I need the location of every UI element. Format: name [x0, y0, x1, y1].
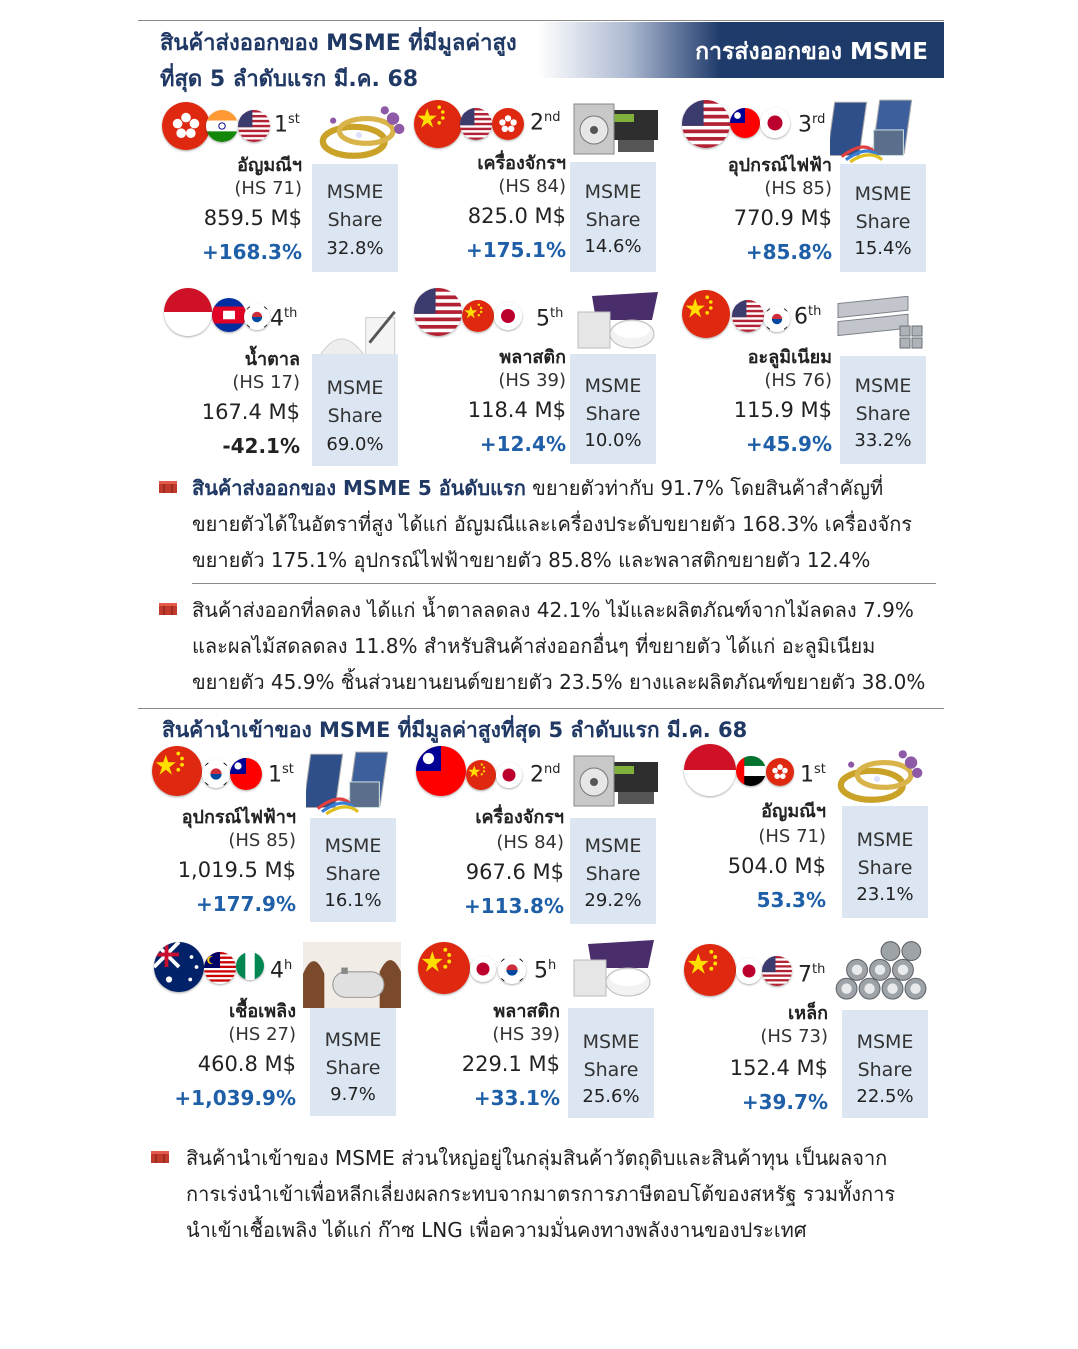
export-value: 118.4 M$ [467, 398, 566, 422]
rank-label: 1st [274, 112, 300, 138]
import-card-2 [414, 746, 674, 926]
import-card-1 [150, 746, 410, 926]
bullet-divider [192, 583, 936, 584]
rank-label: 5$^h$ [534, 958, 557, 984]
japan-flag-icon [470, 956, 496, 982]
banner-label: การส่งออกของ MSME [695, 39, 928, 65]
japan-flag-icon [760, 108, 790, 138]
change-percent: +45.9% [745, 432, 832, 456]
rank-label: 5th [536, 306, 564, 332]
import-value: 1,019.5 M$ [177, 858, 296, 882]
rank-label: 2nd [530, 762, 561, 788]
rank-label: 2nd [530, 110, 561, 136]
product-name: อัญมณีฯ [237, 155, 302, 176]
malaysia-flag-icon [204, 952, 236, 984]
product-name: อุปกรณ์ไฟฟ้าฯ [181, 807, 296, 828]
export-card-5 [412, 288, 672, 468]
msme-share-box [840, 356, 926, 464]
change-percent: +12.4% [479, 432, 566, 456]
change-percent: +113.8% [463, 894, 564, 918]
import-card-4 [150, 938, 410, 1118]
share-value: 23.1% [856, 884, 914, 905]
usa-flag-icon [762, 956, 792, 986]
export-card-2 [412, 96, 672, 276]
import-card-5 [414, 938, 674, 1118]
india-flag-icon [206, 110, 238, 142]
share-label: Share [325, 1057, 381, 1079]
hs-code: (HS 27) [228, 1024, 296, 1045]
export-card-3 [680, 96, 940, 276]
share-value: 29.2% [584, 890, 642, 911]
import-value: 504.0 M$ [727, 854, 826, 878]
share-value: 10.0% [584, 430, 642, 451]
share-value: 16.1% [324, 890, 382, 911]
share-value: 15.4% [854, 238, 912, 259]
hs-code: (HS 71) [758, 826, 826, 847]
export-value: 770.9 M$ [733, 206, 832, 230]
nigeria-flag-icon [236, 952, 264, 980]
share-value: 9.7% [330, 1084, 376, 1105]
share-label: MSME [854, 183, 912, 205]
product-name: อัญมณีฯ [761, 801, 826, 822]
share-value: 32.8% [326, 238, 384, 259]
msme-share-box [570, 818, 656, 924]
import-section-title: สินค้านำเข้าของ MSME ที่มีมูลค่าสูงที่สุด 5 ลำดับแรก มี.ค. 68 [162, 718, 748, 742]
australia-flag-icon [154, 942, 204, 992]
fuel-lng-image [302, 942, 402, 1008]
msme-share-box [570, 162, 656, 272]
msme-share-box [842, 1010, 928, 1118]
share-label: Share [585, 403, 641, 425]
china-flag-icon [152, 746, 202, 796]
share-label: MSME [584, 181, 642, 203]
share-label: Share [857, 1059, 913, 1081]
hs-code: (HS 73) [760, 1026, 828, 1047]
share-label: MSME [856, 1031, 914, 1053]
gems-image [310, 100, 410, 164]
product-name: พลาสติก [493, 1001, 560, 1022]
china-flag-icon [418, 942, 470, 994]
hs-code: (HS 17) [232, 372, 300, 393]
share-value: 69.0% [326, 434, 384, 455]
share-label: Share [325, 863, 381, 885]
share-label: MSME [584, 375, 642, 397]
export-card-1 [160, 96, 420, 276]
hong-kong-flag-icon [492, 108, 524, 140]
rank-label: 7th [798, 962, 826, 988]
msme-share-box [310, 1008, 396, 1116]
hong-kong-flag-icon [162, 102, 210, 150]
japan-flag-icon [494, 302, 522, 330]
hs-code: (HS 84) [496, 832, 564, 853]
gems-image [828, 744, 928, 808]
share-value: 33.2% [854, 430, 912, 451]
bullet-line: ขยายตัว 45.9% ชิ้นส่วนยานยนต์ขยายตัว 23.5% ยางและผลิตภัณฑ์ขยายตัว 38.0% [192, 670, 926, 694]
header-rule [138, 20, 944, 21]
section-divider [138, 708, 944, 709]
section-banner [538, 22, 944, 78]
uae-flag-icon [736, 756, 766, 786]
bullet-box-icon [158, 600, 178, 616]
bullet-line: นำเข้าเชื้อเพลิง ได้แก่ ก๊าซ LNG เพื่อความมั่นคงทางพลังงานของประเทศ [186, 1218, 807, 1242]
cambodia-flag-icon [212, 298, 246, 332]
export-value: 825.0 M$ [467, 204, 566, 228]
korea-flag-icon [244, 304, 270, 330]
import-summary-bullet [186, 1140, 936, 1248]
usa-flag-icon [414, 288, 462, 336]
share-label: Share [327, 209, 383, 231]
product-name: น้ำตาล [244, 349, 300, 370]
export-value: 859.5 M$ [203, 206, 302, 230]
msme-share-box [842, 806, 928, 918]
share-label: Share [585, 863, 641, 885]
bullet-line: สินค้านำเข้าของ MSME ส่วนใหญ่อยู่ในกลุ่มสินค้าวัตถุดิบและสินค้าทุน เป็นผลจาก [186, 1146, 888, 1170]
share-label: Share [583, 1059, 639, 1081]
share-label: MSME [584, 835, 642, 857]
usa-flag-icon [732, 300, 764, 332]
rank-label: 1st [800, 762, 826, 788]
product-name: เหล็ก [788, 1003, 828, 1024]
bullet-box-icon [150, 1148, 170, 1164]
aluminium-image [830, 296, 930, 358]
indonesia-flag-icon [684, 744, 736, 796]
msme-share-box [312, 354, 398, 466]
share-label: Share [855, 403, 911, 425]
indonesia-flag-icon [164, 288, 212, 336]
bullet-heading: สินค้าส่งออกของ MSME 5 อันดับแรก [192, 476, 526, 500]
msme-share-box [840, 164, 926, 272]
share-label: MSME [854, 375, 912, 397]
bullet-line: ขยายตัวได้ในอัตราที่สูง ได้แก่ อัญมณีและเครื่องประดับขยายตัว 168.3% เครื่องจักร [192, 512, 913, 536]
hs-code: (HS 84) [498, 176, 566, 197]
msme-share-box [310, 818, 396, 922]
electrical-equipment-image [306, 750, 406, 816]
electrical-equipment-image [830, 98, 930, 164]
import-card-6 [682, 938, 942, 1118]
share-label: MSME [856, 829, 914, 851]
share-label: MSME [324, 1029, 382, 1051]
product-name: เชื้อเพลิง [228, 1001, 296, 1022]
hs-code: (HS 39) [498, 370, 566, 391]
import-card-3 [682, 740, 942, 920]
page-title: สินค้าส่งออกของ MSME ที่มีมูลค่าสูงที่สุด 5 ลำดับแรก มี.ค. 68 [160, 31, 517, 92]
change-percent: +177.9% [195, 892, 296, 916]
bullet-line: ขยายตัวท่ากับ 91.7% โดยสินค้าสำคัญที่ [525, 476, 884, 500]
product-name: อุปกรณ์ไฟฟ้า [727, 155, 832, 176]
change-percent: 53.3% [756, 888, 826, 912]
export-card-6 [680, 288, 940, 468]
taiwan-flag-icon [416, 746, 466, 796]
share-label: Share [857, 857, 913, 879]
hs-code: (HS 39) [492, 1024, 560, 1045]
rank-label: 4$^h$ [270, 958, 293, 984]
usa-flag-icon [238, 110, 270, 142]
hs-code: (HS 85) [228, 830, 296, 851]
change-percent: -42.1% [222, 434, 300, 458]
bullet-line: และผลไม้สดลดลง 11.8% สำหรับสินค้าส่งออกอื่นๆ ที่ขยายตัว ได้แก่ อะลูมิเนียม [192, 634, 876, 658]
korea-flag-icon [202, 760, 230, 788]
share-value: 22.5% [856, 1086, 914, 1107]
china-flag-icon [462, 300, 494, 332]
share-label: Share [327, 405, 383, 427]
hong-kong-flag-icon [766, 758, 794, 786]
china-flag-icon [414, 100, 462, 148]
japan-flag-icon [736, 958, 762, 984]
japan-flag-icon [496, 762, 522, 788]
msme-share-box [570, 354, 656, 464]
hs-code: (HS 76) [764, 370, 832, 391]
korea-flag-icon [498, 956, 526, 984]
import-value: 152.4 M$ [729, 1056, 828, 1080]
product-name: เครื่องจักรฯ [477, 153, 566, 174]
taiwan-flag-icon [730, 108, 760, 138]
product-name: พลาสติก [499, 347, 566, 368]
steel-pipes-image [832, 938, 928, 1008]
export-value: 115.9 M$ [733, 398, 832, 422]
bullet-line: การเร่งนำเข้าเพื่อหลีกเลี่ยงผลกระทบจากมาตรการภาษีตอบโต้ของสหรัฐ รวมทั้งการ [186, 1182, 896, 1206]
plastic-products-image [568, 938, 660, 1000]
machinery-image [570, 750, 662, 812]
change-percent: +175.1% [465, 238, 566, 262]
rank-label: 6th [794, 304, 822, 330]
china-flag-icon [684, 944, 736, 996]
change-percent: +168.3% [201, 240, 302, 264]
change-percent: +39.7% [741, 1090, 828, 1114]
plastic-products-image [572, 290, 664, 352]
import-value: 967.6 M$ [465, 860, 564, 884]
rank-label: 1st [268, 762, 294, 788]
product-name: เครื่องจักรฯ [475, 807, 564, 828]
bullet-line: ขยายตัว 175.1% อุปกรณ์ไฟฟ้าขยายตัว 85.8% และพลาสติกขยายตัว 12.4% [192, 548, 871, 572]
share-label: MSME [326, 377, 384, 399]
usa-flag-icon [682, 100, 730, 148]
taiwan-flag-icon [230, 758, 262, 790]
export-card-4 [160, 288, 420, 468]
rank-label: 4th [270, 306, 298, 332]
china-flag-icon [682, 290, 730, 338]
share-label: Share [855, 211, 911, 233]
change-percent: +85.8% [745, 240, 832, 264]
rank-label: 3rd [798, 112, 826, 138]
machinery-image [570, 98, 662, 160]
share-label: MSME [326, 181, 384, 203]
export-value: 167.4 M$ [201, 400, 300, 424]
msme-share-box [312, 164, 398, 272]
bullet-box-icon [158, 478, 178, 494]
hs-code: (HS 85) [764, 178, 832, 199]
share-value: 25.6% [582, 1086, 640, 1107]
share-value: 14.6% [584, 236, 642, 257]
export-decline-bullet [192, 592, 942, 700]
share-label: MSME [324, 835, 382, 857]
share-label: Share [585, 209, 641, 231]
usa-flag-icon [460, 108, 492, 140]
change-percent: +33.1% [473, 1086, 560, 1110]
hs-code: (HS 71) [234, 178, 302, 199]
bullet-line: สินค้าส่งออกที่ลดลง ได้แก่ น้ำตาลลดลง 42.1% ไม้และผลิตภัณฑ์จากไม้ลดลง 7.9% [192, 598, 914, 622]
china-flag-icon [466, 760, 496, 790]
export-summary-bullet [192, 470, 932, 578]
change-percent: +1,039.9% [174, 1086, 296, 1110]
share-label: MSME [582, 1031, 640, 1053]
msme-share-box [568, 1008, 654, 1118]
product-name: อะลูมิเนียม [747, 347, 832, 368]
korea-flag-icon [764, 306, 790, 332]
import-value: 229.1 M$ [461, 1052, 560, 1076]
import-value: 460.8 M$ [197, 1052, 296, 1076]
